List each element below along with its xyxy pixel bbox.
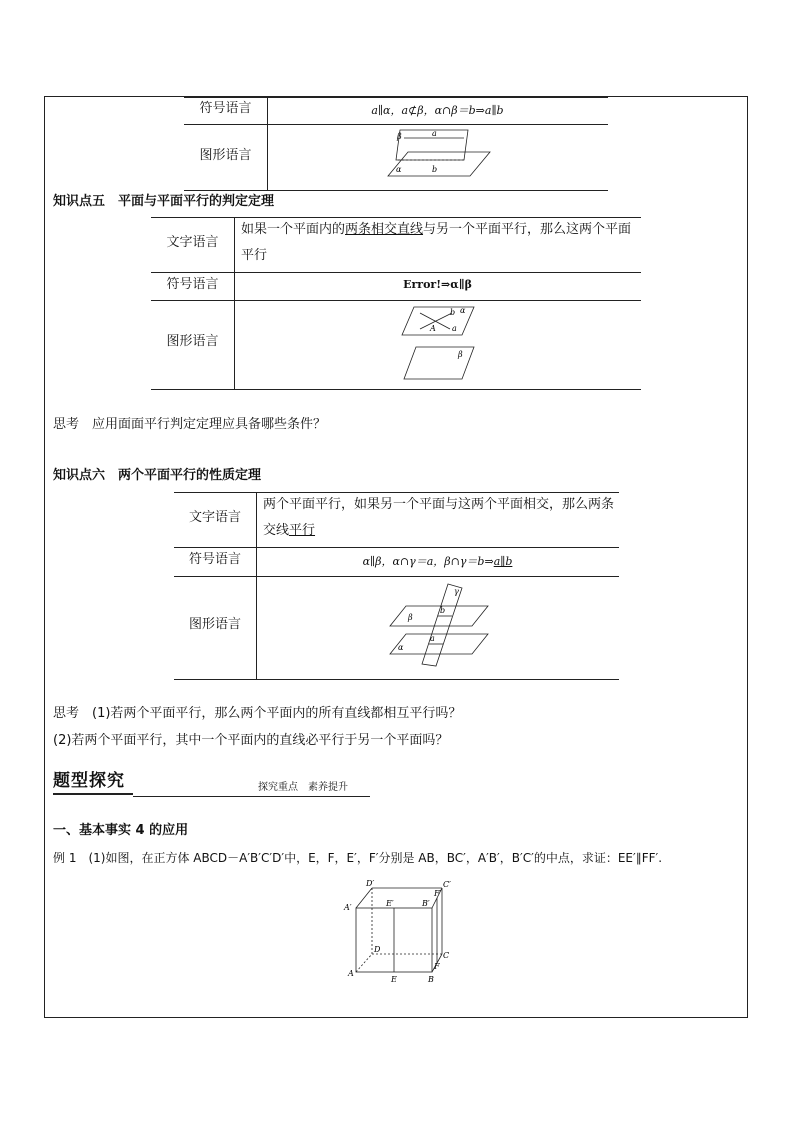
- banner-title: 题型探究: [53, 771, 125, 791]
- symbol-label: 符号语言: [199, 101, 252, 116]
- text-label: 文字语言: [166, 235, 219, 250]
- think-question-2-line2: (2)若两个平面平行，其中一个平面内的直线必平行于另一个平面吗？: [53, 733, 449, 748]
- think-question-2-line1: 思考 (1)若两个平面平行，那么两个平面内的所有直线都相互平行吗？: [53, 706, 462, 721]
- cube-label-A: A: [348, 969, 354, 978]
- fig6-b: b: [440, 606, 446, 615]
- part1-heading: 一、基本事实 4 的应用: [53, 823, 189, 838]
- plane-parallel-judgement-figure: [398, 303, 478, 383]
- figure-label: 图形语言: [199, 148, 252, 163]
- figure-label: 图形语言: [188, 617, 241, 632]
- fig6-alpha: α: [398, 643, 404, 652]
- cube-label-C: C: [443, 951, 450, 960]
- plane-parallel-property-figure: [386, 580, 490, 668]
- cube-label-F1: F′: [434, 889, 442, 898]
- example-1-text: 例 1 (1)如图，在正方体 ABCD－A′B′C′D′中，E，F，E′，F′分别是 AB，BC′，A′B′，B′C′的中点，求证：EE′∥FF′.: [53, 851, 663, 865]
- fig4-b: b: [432, 165, 438, 174]
- cube-label-D1: D′: [366, 879, 375, 888]
- cube-label-E1: E′: [386, 899, 394, 908]
- text-statement: 两个平面平行，如果另一个平面与这两个平面相交，那么两条交线平行: [263, 497, 615, 538]
- fig5-beta: β: [458, 350, 463, 359]
- cube-label-D: D: [374, 945, 381, 954]
- cube-label-E: E: [391, 975, 397, 984]
- fig6-gamma: γ: [454, 587, 459, 596]
- line-plane-parallel-figure: [380, 126, 495, 180]
- fig5-A: A: [430, 324, 436, 333]
- text-label: 文字语言: [188, 510, 241, 525]
- cube-figure: [342, 876, 454, 988]
- banner-subtitle: 探究重点 素养提升: [258, 782, 348, 793]
- section6-heading: 知识点六 两个平面平行的性质定理: [53, 468, 262, 483]
- symbol-formula: α∥β，α∩γ＝a，β∩γ＝b⇒a∥b: [362, 555, 513, 568]
- symbol-label: 符号语言: [188, 552, 241, 567]
- cube-label-F: F: [434, 962, 440, 971]
- fig4-alpha: α: [396, 165, 402, 174]
- cube-label-B: B: [428, 975, 434, 984]
- fig5-a: a: [452, 324, 457, 333]
- fig6-beta: β: [408, 613, 413, 622]
- cube-label-B1: B′: [422, 899, 430, 908]
- fig5-alpha: α: [460, 306, 466, 315]
- fig5-b: b: [450, 308, 456, 317]
- banner-underline-thin: [133, 796, 370, 797]
- figure-label: 图形语言: [166, 334, 219, 349]
- key-phrase: 平行: [289, 523, 316, 538]
- cube-label-C1: C′: [443, 880, 451, 889]
- banner-underline-thick: [53, 793, 133, 795]
- think-question-1: 思考 应用面面平行判定定理应具备哪些条件？: [53, 417, 327, 432]
- fig4-a: a: [432, 129, 437, 138]
- text-statement: 如果一个平面内的两条相交直线与另一个平面平行，那么这两个平面平行: [241, 222, 632, 263]
- symbol-label: 符号语言: [166, 277, 219, 292]
- fig6-a: a: [430, 634, 435, 643]
- key-phrase: 两条相交直线: [345, 222, 424, 237]
- symbol-formula: Error!⇒α∥β: [403, 278, 472, 291]
- cube-label-A1: A′: [344, 903, 352, 912]
- fig4-beta: β: [397, 132, 402, 141]
- section5-heading: 知识点五 平面与平面平行的判定定理: [53, 194, 275, 209]
- symbol-formula: a∥α，a⊄β，α∩β＝b⇒a∥b: [371, 104, 504, 117]
